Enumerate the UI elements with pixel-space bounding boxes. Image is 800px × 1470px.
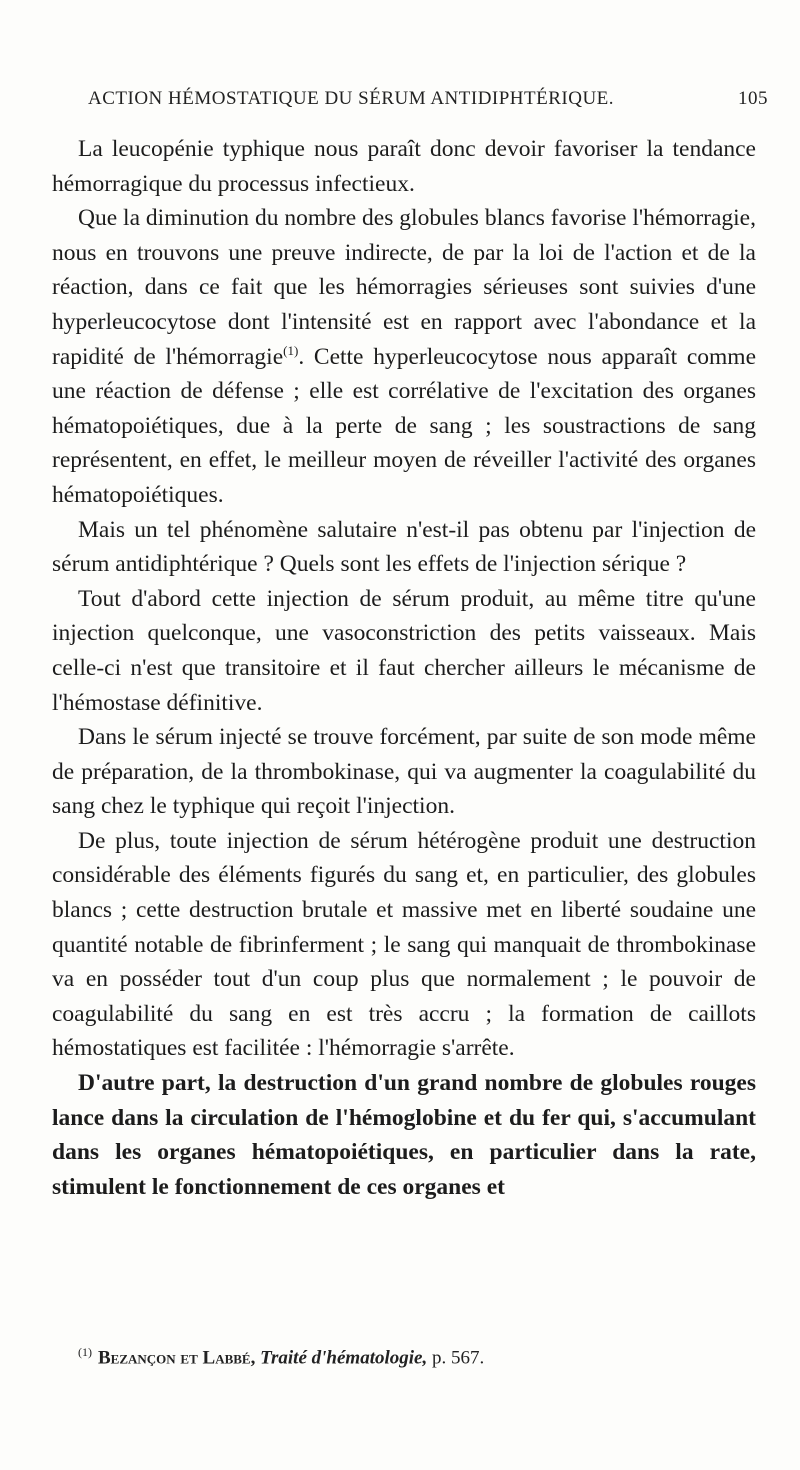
- footnote-authors: Bezançon et Labbé,: [98, 1347, 256, 1369]
- paragraph-text: De plus, toute injection de sérum hétérogène produit une destruction considérable des éléments figurés du sang et, en particulier, des globules blancs ; cette destruction brutale et massive met en liberté soudaine une quantité notable de fibrinferment ; le sang qui manquait de thrombokinase va en posséder tout d'un coup plus que normalement ; le pouvoir de coagulabilité du sang en est très accru ; la formation de caillots hémostatiques est facilitée : l'hémorragie s'arrête.: [52, 827, 756, 1062]
- footnote-page-ref: p. 567.: [431, 1347, 485, 1369]
- paragraph: [52, 824, 756, 1066]
- footnote-reference: (1): [283, 342, 299, 358]
- paragraph-text: La leucopénie typhique nous paraît donc devoir favoriser la tendance hémorragique du processus infectieux.: [52, 136, 756, 197]
- paragraph: [52, 513, 756, 582]
- paragraph-text: D'autre part, la destruction d'un grand nombre de globules rouges lance dans la circulation de l'hémoglobine et du fer qui, s'accumulant dans les organes hématopoiétiques, en particulier dans la rate, stimulent le fonctionnement de ces organes et: [52, 1070, 756, 1200]
- footnote-mark: (1): [78, 1345, 92, 1359]
- paragraph-text-before-note: Que la diminution du nombre des globules blancs favorise l'hémorragie, nous en trouvons une preuve indirecte, de par la loi de l'action et de la réaction, dans ce fait que les hémorragies sérieuses sont suivies d'une hyperleucocytose dont l'intensité est en rapport avec l'abondance et la rapidité de l'hémorragie: [52, 205, 756, 370]
- paragraph-text: Dans le sérum injecté se trouve forcément, par suite de son mode même de préparation, de la thrombokinase, qui va augmenter la coagulabilité du sang chez le typhique qui reçoit l'injection.: [52, 724, 756, 820]
- footnote-book-title: Traité d'hématologie,: [260, 1347, 428, 1369]
- paragraph: [52, 720, 756, 824]
- paragraph: [52, 582, 756, 720]
- running-header: [88, 88, 768, 110]
- paragraph: [52, 201, 756, 512]
- paragraph-text: Mais un tel phénomène salutaire n'est-il pas obtenu par l'injection de sérum antidiphtérique ? Quels sont les effets de l'injection sérique ?: [52, 516, 756, 578]
- body-text: [52, 132, 756, 1204]
- paragraph-text: Tout d'abord cette injection de sérum produit, au même titre qu'une injection quelconque, une vasoconstriction des petits vaisseaux. Mais celle-ci n'est que transitoire et il faut chercher ailleurs le mécanisme de l'hémostase définitive.: [52, 585, 756, 716]
- page-number: 105: [738, 88, 768, 109]
- paragraph-text-after-note: . Cette hyperleucocytose nous apparaît comme une réaction de défense ; elle est corrélative de l'excitation des organes hématopoiétiques, due à la perte de sang ; les soustractions de sang représentent, en effet, le meilleur moyen de réveiller l'activité des organes hématopoiétiques.: [52, 343, 757, 508]
- footnote: [78, 1345, 758, 1369]
- running-title: ACTION HÉMOSTATIQUE DU SÉRUM ANTIDIPHTÉRIQUE.: [88, 88, 615, 109]
- paragraph: [52, 132, 756, 201]
- paragraph: [52, 1066, 756, 1204]
